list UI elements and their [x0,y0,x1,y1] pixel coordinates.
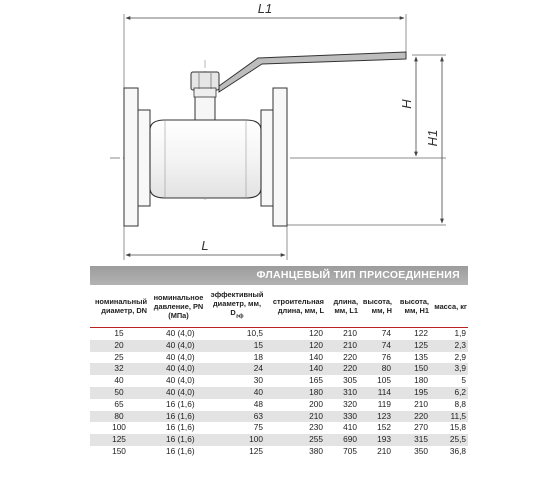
header-mass: масса, кг [430,285,468,328]
cell-h: 74 [359,340,393,352]
cell-l1: 210 [325,340,359,352]
cell-pn: 40 (4,0) [166,375,195,386]
cell-dn: 40 [114,375,124,386]
cell-dn: 125 [90,434,148,446]
cell-l: 120 [309,328,323,338]
table-row [90,363,468,375]
cell-dn: 50 [90,387,148,399]
cell-mass: 25,5 [430,434,468,446]
cell-h: 152 [377,422,391,433]
header-l: строительная длина, мм, L [265,285,325,328]
cell-h1: 270 [414,422,428,433]
cell-dn: 100 [112,422,126,433]
cell-deff: 48 [253,398,263,409]
spec-table-panel [90,266,468,458]
table-row [90,340,468,352]
cell-mass: 5 [461,375,466,386]
valve-body [150,120,261,198]
cell-h1: 180 [414,375,428,386]
cell-h1: 135 [414,351,428,362]
cell-l1: 410 [343,422,357,433]
cell-l: 165 [309,375,323,386]
cell-h: 119 [377,398,391,409]
cell-h: 123 [359,411,393,423]
cell-deff: 18 [253,351,263,362]
right-flange [261,88,287,226]
cell-dn: 25 [114,351,124,362]
cell-dn: 80 [90,411,148,423]
table-row [90,328,468,340]
cell-l1: 210 [343,328,357,338]
cell-deff: 63 [209,411,265,423]
cell-h: 114 [359,387,393,399]
cell-l: 200 [309,398,323,409]
cell-mass: 1,9 [454,328,466,338]
dim-h1-label: H1 [425,129,440,147]
header-h: высота, мм, H [359,285,393,328]
valve-handle [219,52,406,92]
cell-pn: 16 (1,6) [166,398,195,409]
cell-h1: 210 [414,398,428,409]
cell-h1: 350 [414,445,428,456]
header-h1: высота, мм, H1 [393,285,430,328]
header-deff: эффективный диаметр, мм, $D_{эф}$ [209,285,265,328]
cell-deff: 30 [253,375,263,386]
cell-deff: 75 [253,422,263,433]
cell-l1: 330 [325,411,359,423]
cell-l1: 220 [343,351,357,362]
cell-mass: 8,8 [454,398,466,409]
cell-mass: 11,5 [430,411,468,423]
valve-stem [195,96,215,120]
cell-h1: 220 [393,411,430,423]
cell-dn: 15 [114,328,124,338]
cell-deff: 10,5 [246,328,263,338]
cell-l: 255 [265,434,325,446]
cell-pn: 40 (4,0) [148,363,209,375]
spec-table-header [90,285,468,328]
dim-h-label: H [399,99,414,109]
cell-deff: 100 [209,434,265,446]
cell-mass: 36,8 [449,445,466,456]
cell-l: 140 [309,351,323,362]
cell-l: 380 [309,445,323,456]
table-row [90,375,468,387]
cell-l1: 310 [325,387,359,399]
cell-pn: 16 (1,6) [148,411,209,423]
cell-h: 74 [381,328,391,338]
spec-table-title: ФЛАНЦЕВЫЙ ТИП ПРИСОЕДИНЕНИЯ [90,266,468,285]
table-row [90,422,468,434]
cell-l: 210 [265,411,325,423]
cell-deff: 24 [209,363,265,375]
cell-l: 120 [265,340,325,352]
cell-deff: 40 [209,387,265,399]
spec-table [90,285,468,458]
cell-pn: 40 (4,0) [148,340,209,352]
cell-l1: 690 [325,434,359,446]
cell-h: 210 [377,445,391,456]
table-row [90,411,468,423]
cell-deff: 15 [209,340,265,352]
cell-l1: 320 [343,398,357,409]
left-flange [124,88,150,226]
cell-pn: 40 (4,0) [148,387,209,399]
cell-h1: 125 [393,340,430,352]
dim-l1-label: L1 [257,1,273,16]
cell-mass: 3,9 [430,363,468,375]
table-row [90,387,468,399]
cell-dn: 150 [112,445,126,456]
cell-pn: 40 (4,0) [166,351,195,362]
dim-l-label: L [201,238,209,253]
cell-l1: 305 [343,375,357,386]
cell-mass: 2,3 [430,340,468,352]
cell-l: 180 [265,387,325,399]
cell-l: 230 [309,422,323,433]
cell-l: 140 [265,363,325,375]
cell-h: 76 [381,351,391,362]
cell-pn: 16 (1,6) [166,445,195,456]
table-row [90,434,468,446]
cell-dn: 32 [90,363,148,375]
stem-nut [191,72,219,90]
cell-pn: 16 (1,6) [148,434,209,446]
cell-h: 193 [359,434,393,446]
cell-h1: 195 [393,387,430,399]
table-row [90,352,468,364]
table-row [90,399,468,411]
cell-dn: 65 [114,398,124,409]
cell-mass: 15,8 [449,422,466,433]
cell-pn: 40 (4,0) [166,328,195,338]
cell-mass: 2,9 [454,351,466,362]
cell-h: 105 [377,375,391,386]
cell-l1: 220 [325,363,359,375]
header-pn: номинальное давление, PN (МПа) [148,285,209,328]
cell-dn: 20 [90,340,148,352]
table-row [90,446,468,458]
cell-h1: 122 [414,328,428,338]
cell-deff: 125 [249,445,263,456]
cell-l1: 705 [343,445,357,456]
header-l1: длина, мм, L1 [325,285,359,328]
header-dn: номинальный диаметр, DN [90,285,148,328]
cell-pn: 16 (1,6) [166,422,195,433]
cell-mass: 6,2 [430,387,468,399]
cell-h: 80 [359,363,393,375]
cell-h1: 315 [393,434,430,446]
cell-h1: 150 [393,363,430,375]
